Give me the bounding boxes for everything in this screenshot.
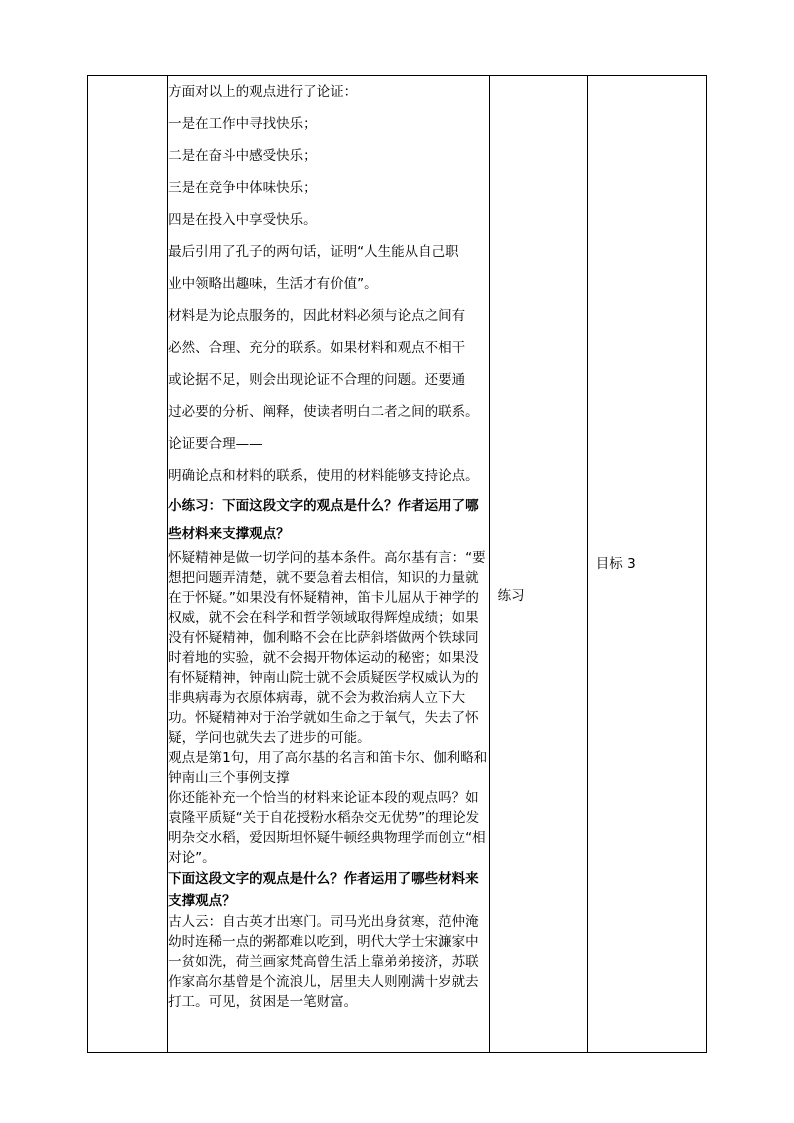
content-paragraph: 材料是为论点服务的，因此材料必须与论点之间有 <box>168 308 466 324</box>
content-paragraph: 一是在工作中寻找快乐； <box>168 116 317 132</box>
content-paragraph: 四是在投入中享受快乐。 <box>168 212 317 228</box>
exercise2-passage: 古人云：自古英才出寒门。司马光出身贫寒，范仲淹幼时连稀一点的粥都难以吃到，明代大学士宋濂家中一贫如洗，荷兰画家梵高曾生活上靠弟弟接济，苏联作家高尔基曾是个流浪儿，居里夫人则刚满十岁就去打工。可见，贫困是一笔财富。 <box>168 914 479 1010</box>
exercise1-question2: 你还能补充一个恰当的材料来论证本段的观点吗？如袁隆平质疑“关于自花授粉水稻杂交无优势”的理论发明杂交水稻，爱因斯坦怀疑牛顿经典物理学而创立“相对论”。 <box>168 790 486 866</box>
content-paragraph: 方面对以上的观点进行了论证： <box>168 84 358 100</box>
stage-cell <box>88 76 168 1053</box>
content-paragraph: 最后引用了孔子的两句话，证明“人生能从自己职 <box>168 244 459 260</box>
lesson-plan-table <box>87 75 707 1053</box>
content-paragraph: 过必要的分析、阐释，使读者明白二者之间的联系。 <box>168 404 479 420</box>
goal-label: 目标 3 <box>595 556 636 572</box>
exercise1-passage: 怀疑精神是做一切学问的基本条件。高尔基有言：“要想把问题弄清楚，就不要急着去相信，知识的力量就在于怀疑。”如果没有怀疑精神，笛卡儿屈从于神学的权威，就不会在科学和哲学领域取得辉煌成绩；如果没有怀疑精神，伽利略不会在比萨斜塔做两个铁球同时着地的实验，就不会揭开物体运动的秘密；如果没有怀疑精神，钟南山院士就不会质疑医学权威认为的非典病毒为衣原体病毒，就不会为救治病人立下大功。怀疑精神对于治学就如生命之于氧气，失去了怀疑，学问也就失去了进步的可能。 <box>168 550 486 746</box>
activity-label: 练习 <box>497 588 525 604</box>
content-cell <box>168 76 490 1053</box>
table-row <box>88 76 707 1053</box>
content-paragraph: 或论据不足，则会出现论证不合理的问题。还要通 <box>168 372 466 388</box>
activity-cell <box>489 76 587 1053</box>
exercise2-heading: 下面这段文字的观点是什么？作者运用了哪些材料来支撑观点？ <box>168 871 479 909</box>
exercise1-heading: 小练习：下面这段文字的观点是什么？作者运用了哪些材料来支撑观点？ <box>168 498 479 542</box>
content-paragraph: 三是在竞争中体味快乐； <box>168 180 317 196</box>
content-paragraph: 二是在奋斗中感受快乐； <box>168 148 317 164</box>
goal-cell <box>587 76 706 1053</box>
exercise1-answer: 观点是第1句，用了高尔基的名言和笛卡尔、伽利略和钟南山三个事例支撑 <box>168 750 488 786</box>
content-paragraph: 论证要合理—— <box>168 436 263 452</box>
content-paragraph: 必然、合理、充分的联系。如果材料和观点不相干 <box>168 340 466 356</box>
content-paragraph: 业中领略出趣味，生活才有价值”。 <box>168 276 378 292</box>
content-paragraph: 明确论点和材料的联系，使用的材料能够支持论点。 <box>168 468 479 484</box>
